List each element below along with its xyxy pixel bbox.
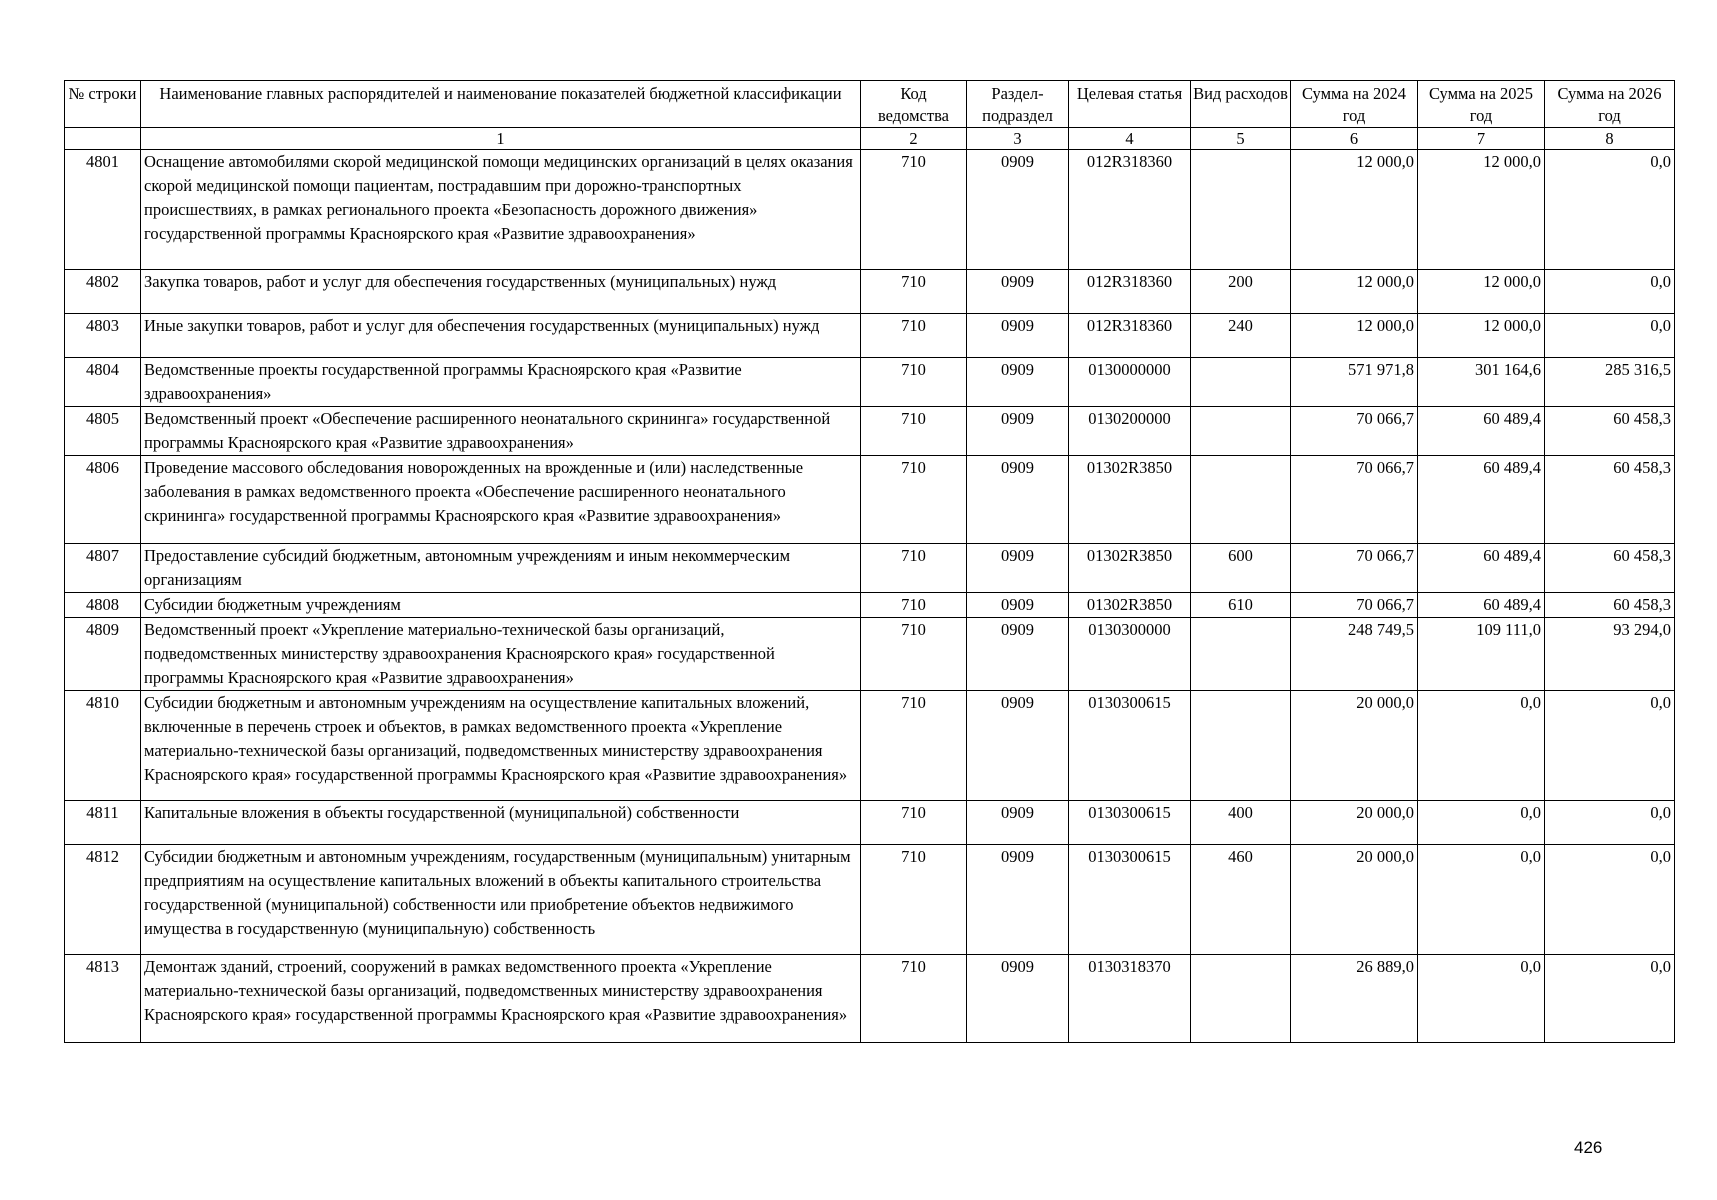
row-sum-2024: 70 066,7 [1291, 456, 1418, 544]
row-sum-2024: 20 000,0 [1291, 801, 1418, 845]
row-name: Ведомственный проект «Укрепление материально-технической базы организаций, подведомственных министерству здравоохранения Красноярского края» государственной программы Красноярского края «Развитие здравоохранения» [141, 618, 861, 691]
row-sum-2025: 60 489,4 [1418, 456, 1545, 544]
table-row [65, 691, 1675, 801]
table-body [65, 150, 1675, 1043]
column-number: 8 [1545, 128, 1675, 150]
row-section: 0909 [967, 618, 1069, 691]
row-name: Субсидии бюджетным и автономным учреждениям на осуществление капитальных вложений, включенные в перечень строек и объектов, в рамках ведомственного проекта «Укрепление материально-технической базы организаций, подведомственных министерству здравоохранения Красноярского края» государственной программы Красноярского края «Развитие здравоохранения» [141, 691, 861, 801]
row-expense-type: 460 [1191, 845, 1291, 955]
row-sum-2024: 12 000,0 [1291, 150, 1418, 270]
row-sum-2026: 93 294,0 [1545, 618, 1675, 691]
header-sum-2026: Сумма на 2026 год [1545, 81, 1675, 128]
row-expense-type [1191, 150, 1291, 270]
row-sum-2026: 0,0 [1545, 845, 1675, 955]
column-number: 4 [1069, 128, 1191, 150]
column-number: 1 [141, 128, 861, 150]
header-dept-code: Код ведомства [861, 81, 967, 128]
row-sum-2026: 0,0 [1545, 801, 1675, 845]
row-section: 0909 [967, 358, 1069, 407]
row-name: Закупка товаров, работ и услуг для обеспечения государственных (муниципальных) нужд [141, 270, 861, 314]
row-expense-type [1191, 955, 1291, 1043]
budget-table [64, 80, 1675, 1043]
row-sum-2024: 12 000,0 [1291, 314, 1418, 358]
table-row [65, 544, 1675, 593]
header-row [65, 81, 1675, 128]
row-sum-2026: 60 458,3 [1545, 407, 1675, 456]
row-expense-type: 200 [1191, 270, 1291, 314]
row-target: 01302R3850 [1069, 456, 1191, 544]
row-sum-2024: 20 000,0 [1291, 845, 1418, 955]
row-sum-2024: 20 000,0 [1291, 691, 1418, 801]
row-sum-2025: 60 489,4 [1418, 593, 1545, 618]
row-sum-2024: 26 889,0 [1291, 955, 1418, 1043]
header-sum-2025: Сумма на 2025 год [1418, 81, 1545, 128]
row-target: 01302R3850 [1069, 593, 1191, 618]
row-sum-2024: 70 066,7 [1291, 593, 1418, 618]
row-number: 4812 [65, 845, 141, 955]
row-expense-type [1191, 358, 1291, 407]
row-name: Проведение массового обследования новорожденных на врожденные и (или) наследственные заболевания в рамках ведомственного проекта «Обеспечение расширенного неонатального скрининга» государственной программы Красноярского края «Развитие здравоохранения» [141, 456, 861, 544]
header-sum-2024: Сумма на 2024 год [1291, 81, 1418, 128]
column-number: 3 [967, 128, 1069, 150]
row-sum-2024: 12 000,0 [1291, 270, 1418, 314]
row-section: 0909 [967, 314, 1069, 358]
row-dept-code: 710 [861, 618, 967, 691]
row-section: 0909 [967, 801, 1069, 845]
row-sum-2025: 0,0 [1418, 691, 1545, 801]
row-expense-type: 610 [1191, 593, 1291, 618]
row-section: 0909 [967, 150, 1069, 270]
row-dept-code: 710 [861, 955, 967, 1043]
row-number: 4811 [65, 801, 141, 845]
row-dept-code: 710 [861, 358, 967, 407]
row-number: 4807 [65, 544, 141, 593]
row-sum-2024: 248 749,5 [1291, 618, 1418, 691]
row-sum-2025: 60 489,4 [1418, 544, 1545, 593]
row-expense-type: 600 [1191, 544, 1291, 593]
row-section: 0909 [967, 955, 1069, 1043]
row-dept-code: 710 [861, 407, 967, 456]
row-name: Оснащение автомобилями скорой медицинской помощи медицинских организаций в целях оказания скорой медицинской помощи пациентам, пострадавшим при дорожно-транспортных происшествиях, в рамках регионального проекта «Безопасность дорожного движения» государственной программы Красноярского края «Развитие здравоохранения» [141, 150, 861, 270]
row-sum-2026: 60 458,3 [1545, 456, 1675, 544]
row-sum-2024: 70 066,7 [1291, 544, 1418, 593]
row-sum-2026: 60 458,3 [1545, 593, 1675, 618]
row-sum-2025: 0,0 [1418, 801, 1545, 845]
row-number: 4801 [65, 150, 141, 270]
row-dept-code: 710 [861, 456, 967, 544]
row-dept-code: 710 [861, 544, 967, 593]
row-number: 4808 [65, 593, 141, 618]
row-expense-type: 240 [1191, 314, 1291, 358]
column-number-row [65, 128, 1675, 150]
row-target: 0130300615 [1069, 801, 1191, 845]
row-target: 0130200000 [1069, 407, 1191, 456]
row-expense-type [1191, 456, 1291, 544]
row-sum-2026: 0,0 [1545, 955, 1675, 1043]
row-expense-type: 400 [1191, 801, 1291, 845]
row-dept-code: 710 [861, 593, 967, 618]
row-sum-2026: 0,0 [1545, 314, 1675, 358]
row-name: Ведомственный проект «Обеспечение расширенного неонатального скрининга» государственной программы Красноярского края «Развитие здравоохранения» [141, 407, 861, 456]
row-target: 0130300615 [1069, 691, 1191, 801]
row-target: 0130000000 [1069, 358, 1191, 407]
row-dept-code: 710 [861, 314, 967, 358]
table-row [65, 845, 1675, 955]
table-row [65, 593, 1675, 618]
table-row [65, 407, 1675, 456]
header-name: Наименование главных распорядителей и наименование показателей бюджетной классификации [141, 81, 861, 128]
table-row [65, 150, 1675, 270]
row-sum-2026: 0,0 [1545, 270, 1675, 314]
table-row [65, 955, 1675, 1043]
row-sum-2024: 70 066,7 [1291, 407, 1418, 456]
row-name: Капитальные вложения в объекты государственной (муниципальной) собственности [141, 801, 861, 845]
row-number: 4805 [65, 407, 141, 456]
row-sum-2026: 0,0 [1545, 150, 1675, 270]
row-number: 4803 [65, 314, 141, 358]
row-expense-type [1191, 618, 1291, 691]
row-section: 0909 [967, 544, 1069, 593]
table-row [65, 456, 1675, 544]
row-number: 4806 [65, 456, 141, 544]
row-sum-2025: 12 000,0 [1418, 150, 1545, 270]
row-name: Субсидии бюджетным и автономным учреждениям, государственным (муниципальным) унитарным предприятиям на осуществление капитальных вложений в объекты капитального строительства государственной (муниципальной) собственности или приобретение объектов недвижимого имущества в государственную (муниципальную) собственность [141, 845, 861, 955]
row-target: 0130318370 [1069, 955, 1191, 1043]
row-sum-2025: 301 164,6 [1418, 358, 1545, 407]
row-section: 0909 [967, 456, 1069, 544]
column-number: 6 [1291, 128, 1418, 150]
row-target: 012R318360 [1069, 270, 1191, 314]
row-sum-2025: 12 000,0 [1418, 314, 1545, 358]
row-sum-2025: 0,0 [1418, 955, 1545, 1043]
header-target: Целевая статья [1069, 81, 1191, 128]
table-row [65, 358, 1675, 407]
table-row [65, 314, 1675, 358]
row-number: 4813 [65, 955, 141, 1043]
row-sum-2025: 109 111,0 [1418, 618, 1545, 691]
column-number [65, 128, 141, 150]
row-expense-type [1191, 691, 1291, 801]
header-section: Раздел-подраздел [967, 81, 1069, 128]
row-dept-code: 710 [861, 691, 967, 801]
row-number: 4810 [65, 691, 141, 801]
column-number: 5 [1191, 128, 1291, 150]
row-section: 0909 [967, 593, 1069, 618]
row-target: 012R318360 [1069, 314, 1191, 358]
row-sum-2026: 0,0 [1545, 691, 1675, 801]
row-number: 4802 [65, 270, 141, 314]
row-name: Предоставление субсидий бюджетным, автономным учреждениям и иным некоммерческим организациям [141, 544, 861, 593]
row-dept-code: 710 [861, 845, 967, 955]
row-name: Демонтаж зданий, строений, сооружений в рамках ведомственного проекта «Укрепление материально-технической базы организаций, подведомственных министерству здравоохранения Красноярского края» государственной программы Красноярского края «Развитие здравоохранения» [141, 955, 861, 1043]
row-number: 4809 [65, 618, 141, 691]
row-sum-2026: 60 458,3 [1545, 544, 1675, 593]
table-row [65, 270, 1675, 314]
row-target: 01302R3850 [1069, 544, 1191, 593]
row-number: 4804 [65, 358, 141, 407]
header-row-no: № строки [65, 81, 141, 128]
column-number: 7 [1418, 128, 1545, 150]
row-sum-2025: 12 000,0 [1418, 270, 1545, 314]
column-number: 2 [861, 128, 967, 150]
header-expense-type: Вид расходов [1191, 81, 1291, 128]
row-name: Субсидии бюджетным учреждениям [141, 593, 861, 618]
row-dept-code: 710 [861, 270, 967, 314]
row-target: 012R318360 [1069, 150, 1191, 270]
row-name: Иные закупки товаров, работ и услуг для обеспечения государственных (муниципальных) нужд [141, 314, 861, 358]
row-target: 0130300000 [1069, 618, 1191, 691]
row-sum-2024: 571 971,8 [1291, 358, 1418, 407]
table-row [65, 801, 1675, 845]
table-row [65, 618, 1675, 691]
row-section: 0909 [967, 407, 1069, 456]
row-sum-2025: 0,0 [1418, 845, 1545, 955]
row-dept-code: 710 [861, 150, 967, 270]
row-target: 0130300615 [1069, 845, 1191, 955]
row-sum-2025: 60 489,4 [1418, 407, 1545, 456]
row-sum-2026: 285 316,5 [1545, 358, 1675, 407]
row-section: 0909 [967, 270, 1069, 314]
row-expense-type [1191, 407, 1291, 456]
row-dept-code: 710 [861, 801, 967, 845]
page-number: 426 [1574, 1138, 1603, 1157]
row-section: 0909 [967, 845, 1069, 955]
row-name: Ведомственные проекты государственной программы Красноярского края «Развитие здравоохранения» [141, 358, 861, 407]
row-section: 0909 [967, 691, 1069, 801]
